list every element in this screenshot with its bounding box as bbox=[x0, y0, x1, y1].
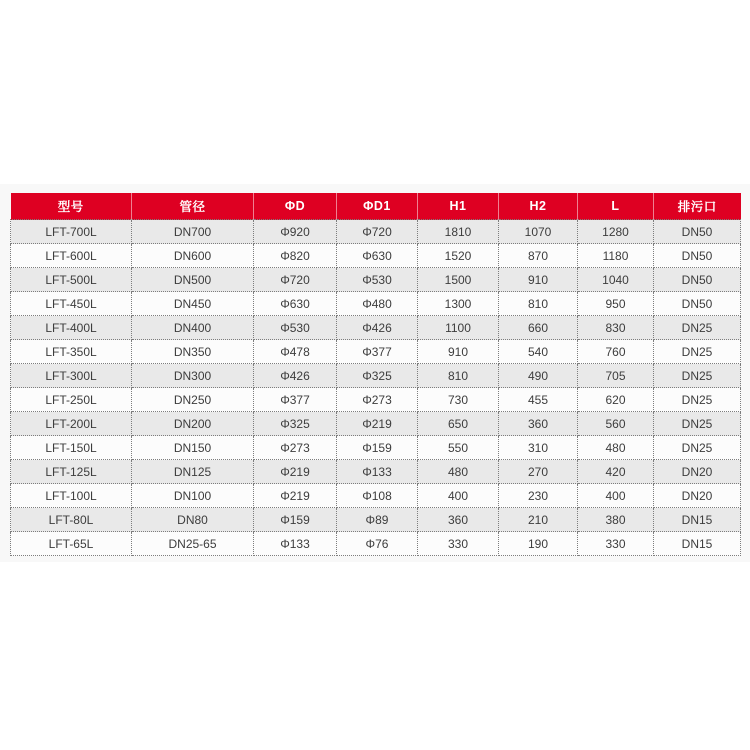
table-cell: 330 bbox=[578, 532, 654, 556]
table-cell: DN600 bbox=[132, 244, 254, 268]
table-cell: DN15 bbox=[654, 532, 741, 556]
table-cell: DN20 bbox=[654, 484, 741, 508]
table-cell: DN25 bbox=[654, 436, 741, 460]
table-cell: LFT-150L bbox=[11, 436, 132, 460]
table-cell: Φ377 bbox=[254, 388, 337, 412]
table-cell: LFT-500L bbox=[11, 268, 132, 292]
table-row bbox=[11, 364, 741, 388]
table-row bbox=[11, 292, 741, 316]
table-row bbox=[11, 460, 741, 484]
table-cell: Φ478 bbox=[254, 340, 337, 364]
table-cell: Φ133 bbox=[254, 532, 337, 556]
table-cell: Φ630 bbox=[254, 292, 337, 316]
table-cell: 910 bbox=[418, 340, 499, 364]
table-cell: LFT-450L bbox=[11, 292, 132, 316]
table-cell: DN20 bbox=[654, 460, 741, 484]
table-cell: 1040 bbox=[578, 268, 654, 292]
table-cell: 1520 bbox=[418, 244, 499, 268]
table-cell: DN450 bbox=[132, 292, 254, 316]
table-cell: DN400 bbox=[132, 316, 254, 340]
table-cell: 1100 bbox=[418, 316, 499, 340]
table-cell: LFT-300L bbox=[11, 364, 132, 388]
table-cell: DN700 bbox=[132, 220, 254, 244]
table-cell: 310 bbox=[499, 436, 578, 460]
table-cell: 270 bbox=[499, 460, 578, 484]
table-cell: DN25 bbox=[654, 388, 741, 412]
table-cell: DN25 bbox=[654, 316, 741, 340]
table-cell: DN350 bbox=[132, 340, 254, 364]
table-cell: Φ530 bbox=[254, 316, 337, 340]
table-cell: DN25-65 bbox=[132, 532, 254, 556]
table-cell: 705 bbox=[578, 364, 654, 388]
table-row bbox=[11, 436, 741, 460]
header-cell: 型号 bbox=[11, 193, 132, 220]
table-cell: 910 bbox=[499, 268, 578, 292]
table-cell: DN25 bbox=[654, 340, 741, 364]
table-cell: 810 bbox=[418, 364, 499, 388]
table-cell: 650 bbox=[418, 412, 499, 436]
table-cell: 380 bbox=[578, 508, 654, 532]
table-cell: 540 bbox=[499, 340, 578, 364]
table-cell: Φ219 bbox=[254, 460, 337, 484]
table-cell: Φ820 bbox=[254, 244, 337, 268]
table-cell: DN125 bbox=[132, 460, 254, 484]
table-cell: LFT-200L bbox=[11, 412, 132, 436]
table-cell: 760 bbox=[578, 340, 654, 364]
table-cell: LFT-100L bbox=[11, 484, 132, 508]
table-cell: 400 bbox=[578, 484, 654, 508]
table-cell: Φ377 bbox=[337, 340, 418, 364]
table-cell: 210 bbox=[499, 508, 578, 532]
table-cell: 660 bbox=[499, 316, 578, 340]
table-cell: DN250 bbox=[132, 388, 254, 412]
header-cell: 管径 bbox=[132, 193, 254, 220]
table-cell: 1500 bbox=[418, 268, 499, 292]
table-cell: DN100 bbox=[132, 484, 254, 508]
table-row bbox=[11, 220, 741, 244]
table-cell: LFT-65L bbox=[11, 532, 132, 556]
table-row bbox=[11, 412, 741, 436]
table-cell: Φ159 bbox=[254, 508, 337, 532]
table-cell: LFT-250L bbox=[11, 388, 132, 412]
table-row bbox=[11, 484, 741, 508]
table-cell: 360 bbox=[499, 412, 578, 436]
table-row bbox=[11, 244, 741, 268]
table-row bbox=[11, 508, 741, 532]
table-header-row bbox=[11, 193, 741, 220]
table-cell: 330 bbox=[418, 532, 499, 556]
table-cell: 480 bbox=[578, 436, 654, 460]
header-cell: L bbox=[578, 193, 654, 220]
table-cell: Φ108 bbox=[337, 484, 418, 508]
table-cell: 420 bbox=[578, 460, 654, 484]
table-cell: DN300 bbox=[132, 364, 254, 388]
table-cell: 620 bbox=[578, 388, 654, 412]
table-cell: Φ325 bbox=[337, 364, 418, 388]
table-cell: DN200 bbox=[132, 412, 254, 436]
table-cell: 455 bbox=[499, 388, 578, 412]
table-cell: LFT-700L bbox=[11, 220, 132, 244]
table-cell: Φ273 bbox=[337, 388, 418, 412]
header-cell: 排污口 bbox=[654, 193, 741, 220]
table-cell: Φ89 bbox=[337, 508, 418, 532]
table-cell: Φ133 bbox=[337, 460, 418, 484]
table-row bbox=[11, 316, 741, 340]
table-cell: Φ920 bbox=[254, 220, 337, 244]
table-cell: 870 bbox=[499, 244, 578, 268]
table-cell: Φ159 bbox=[337, 436, 418, 460]
table-cell: DN50 bbox=[654, 220, 741, 244]
table-cell: LFT-350L bbox=[11, 340, 132, 364]
table-cell: Φ720 bbox=[254, 268, 337, 292]
table-cell: DN25 bbox=[654, 412, 741, 436]
table-cell: Φ530 bbox=[337, 268, 418, 292]
header-cell: H1 bbox=[418, 193, 499, 220]
table-row bbox=[11, 340, 741, 364]
table-cell: DN50 bbox=[654, 244, 741, 268]
table-row bbox=[11, 532, 741, 556]
table-cell: 830 bbox=[578, 316, 654, 340]
table-cell: Φ219 bbox=[254, 484, 337, 508]
table-cell: LFT-125L bbox=[11, 460, 132, 484]
table-cell: 1810 bbox=[418, 220, 499, 244]
table-row bbox=[11, 268, 741, 292]
table-cell: 230 bbox=[499, 484, 578, 508]
table-cell: DN25 bbox=[654, 364, 741, 388]
table-cell: DN500 bbox=[132, 268, 254, 292]
header-cell: H2 bbox=[499, 193, 578, 220]
table-cell: Φ325 bbox=[254, 412, 337, 436]
table-cell: 560 bbox=[578, 412, 654, 436]
table-cell: DN150 bbox=[132, 436, 254, 460]
table-cell: LFT-400L bbox=[11, 316, 132, 340]
product-spec-table bbox=[10, 193, 741, 556]
table-cell: 190 bbox=[499, 532, 578, 556]
table-cell: DN80 bbox=[132, 508, 254, 532]
table-cell: LFT-80L bbox=[11, 508, 132, 532]
table-cell: Φ480 bbox=[337, 292, 418, 316]
table-cell: 400 bbox=[418, 484, 499, 508]
table-cell: 1280 bbox=[578, 220, 654, 244]
header-cell: ΦD1 bbox=[337, 193, 418, 220]
table-cell: 730 bbox=[418, 388, 499, 412]
table-cell: Φ630 bbox=[337, 244, 418, 268]
table-cell: Φ273 bbox=[254, 436, 337, 460]
table-cell: Φ426 bbox=[337, 316, 418, 340]
spec-table-container bbox=[10, 193, 740, 556]
table-cell: 1300 bbox=[418, 292, 499, 316]
table-cell: Φ426 bbox=[254, 364, 337, 388]
table-cell: 810 bbox=[499, 292, 578, 316]
table-cell: Φ720 bbox=[337, 220, 418, 244]
table-cell: LFT-600L bbox=[11, 244, 132, 268]
table-cell: Φ219 bbox=[337, 412, 418, 436]
table-cell: DN50 bbox=[654, 292, 741, 316]
table-cell: 950 bbox=[578, 292, 654, 316]
table-cell: 480 bbox=[418, 460, 499, 484]
table-cell: 550 bbox=[418, 436, 499, 460]
table-cell: 490 bbox=[499, 364, 578, 388]
table-row bbox=[11, 388, 741, 412]
table-cell: 360 bbox=[418, 508, 499, 532]
table-cell: 1180 bbox=[578, 244, 654, 268]
header-cell: ΦD bbox=[254, 193, 337, 220]
table-cell: Φ76 bbox=[337, 532, 418, 556]
table-cell: DN50 bbox=[654, 268, 741, 292]
table-cell: DN15 bbox=[654, 508, 741, 532]
table-cell: 1070 bbox=[499, 220, 578, 244]
